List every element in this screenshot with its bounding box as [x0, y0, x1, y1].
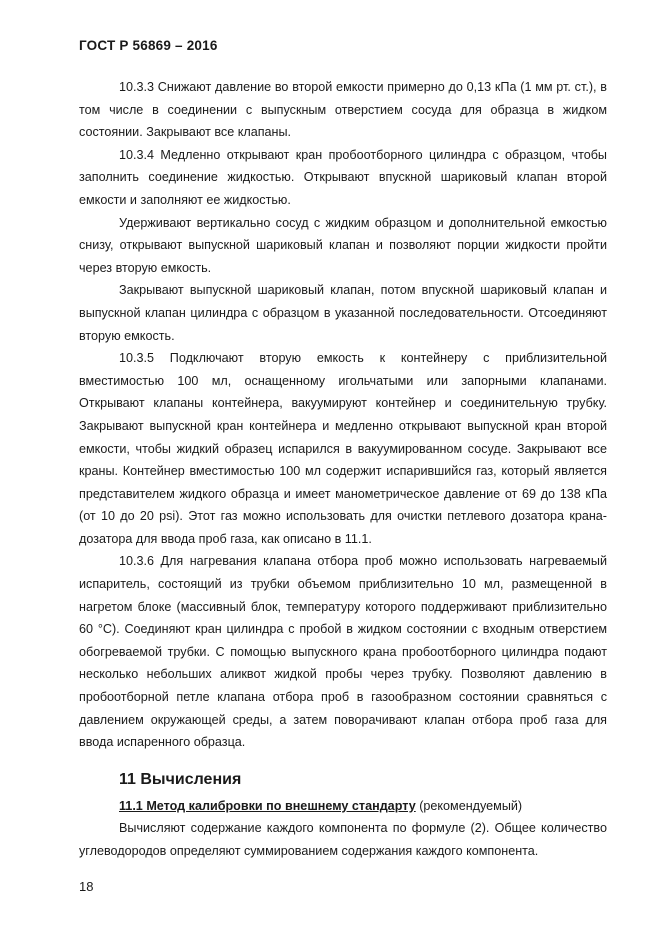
document-header: ГОСТ Р 56869 – 2016	[79, 38, 218, 53]
section-title: 11 Вычисления	[119, 770, 242, 788]
page-number: 18	[79, 879, 94, 894]
paragraph-10-3-6: 10.3.6 Для нагревания клапана отбора проб можно использовать нагреваемый испаритель, состоящий из трубки объемом приблизительно 10 мл, размещенной в нагретом блоке (массивный блок, температуру которого поддерживают приблизительно 60 °С). Соединяют кран цилиндра с пробой в жидком состоянии с входным отверстием обогреваемой трубки. С помощью выпускного крана пробоотборного цилиндра подают несколько небольших аликвот жидкой пробы через трубку. Позволяют давлению в пробоотборной петле клапана отбора проб в газообразном состоянии сравняться с давлением окружающей среды, а затем поворачивают клапан отбора проб газа для ввода испаренного образца.	[79, 554, 607, 750]
subsection-note: (рекомендуемый)	[415, 798, 523, 813]
paragraph-10-3-4: 10.3.4 Медленно открывают кран пробоотборного цилиндра с образцом, чтобы заполнить соединение жидкостью. Открывают впускной шариковый клапан второй емкости и заполняют ее жидкостью.	[79, 147, 607, 207]
paragraph-hold-vessel: Удерживают вертикально сосуд с жидким образцом и дополнительной емкостью снизу, открывают выпускной шариковый клапан и позволяют порции жидкости пройти через вторую емкость.	[79, 215, 607, 275]
page-content	[79, 76, 607, 863]
subsection-title: 11.1 Метод калибровки по внешнему стандарту	[119, 798, 416, 813]
paragraph-10-3-3: 10.3.3 Снижают давление во второй емкости примерно до 0,13 кПа (1 мм рт. ст.), в том числе в соединении с выпускным отверстием сосуда для образца в жидком состоянии. Закрывают все клапаны.	[79, 80, 607, 140]
paragraph-calculation: Вычисляют содержание каждого компонента по формуле (2). Общее количество углеводородов определяют суммированием содержания каждого компонента.	[79, 821, 607, 858]
paragraph-10-3-5: 10.3.5 Подключают вторую емкость к контейнеру с приблизительной вместимостью 100 мл, оснащенному игольчатыми или запорными клапанами. Открывают клапаны контейнера, вакуумируют контейнер и соединительную трубку. Закрывают выпускной кран контейнера и медленно открывают выпускной кран второй емкости, чтобы жидкий образец испарился в вакуумированном сосуде. Закрывают все краны. Контейнер вместимостью 100 мл содержит испарившийся газ, который является представителем жидкого образца и имеет манометрическое давление от 69 до 138 кПа (от 10 до 20 psi). Этот газ можно использовать для очистки петлевого дозатора крана-дозатора для ввода проб газа, как описано в 11.1.	[79, 351, 607, 546]
subsection-heading	[79, 795, 607, 818]
paragraph-close-valves: Закрывают выпускной шариковый клапан, потом впускной шариковый клапан и выпускной клапан цилиндра с образцом в указанной последовательности. Отсоединяют вторую емкость.	[79, 283, 607, 343]
